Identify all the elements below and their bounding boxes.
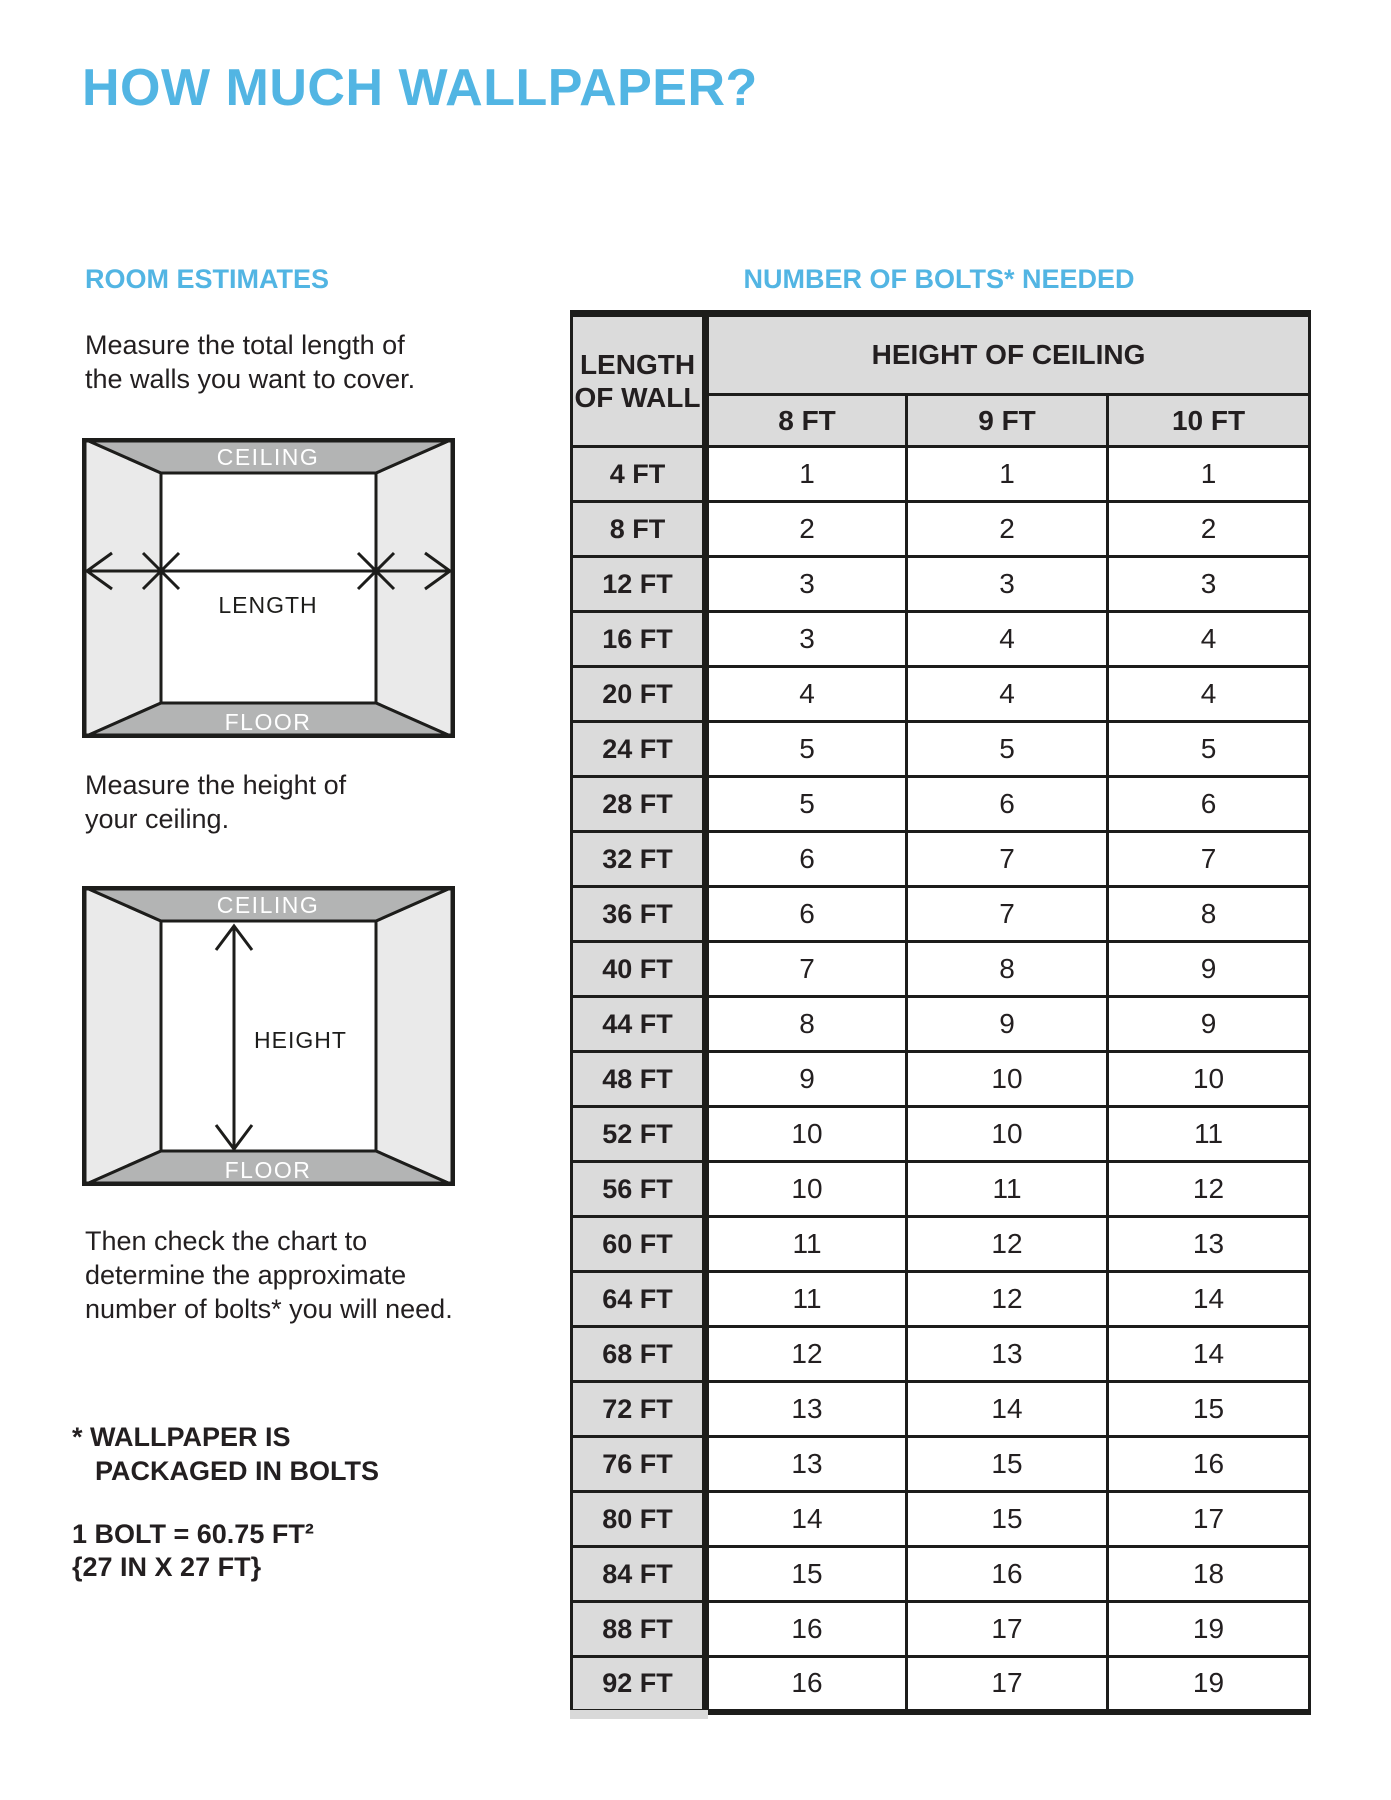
bolt-count-cell: 2	[1108, 502, 1310, 557]
row-label: 24 FT	[572, 722, 706, 777]
bolt-count-cell: 6	[706, 887, 907, 942]
row-label: 8 FT	[572, 502, 706, 557]
bolt-count-cell: 12	[907, 1272, 1108, 1327]
bolt-spec-line: 1 BOLT = 60.75 FT²	[72, 1519, 314, 1549]
bolt-count-cell: 10	[907, 1052, 1108, 1107]
wallpaper-bolts-footnote	[72, 1420, 379, 1488]
bolt-count-cell: 16	[907, 1547, 1108, 1602]
row-label: 32 FT	[572, 832, 706, 887]
bolt-count-cell: 2	[706, 502, 907, 557]
bolts-table	[570, 310, 1311, 1715]
bolt-count-cell: 5	[907, 722, 1108, 777]
bolt-count-cell: 2	[907, 502, 1108, 557]
bolt-count-cell: 10	[1108, 1052, 1310, 1107]
bolt-size-spec	[72, 1518, 314, 1584]
instruction-line: number of bolts* you will need.	[85, 1294, 453, 1324]
column-header-9ft: 9 FT	[907, 395, 1108, 447]
bolt-count-cell: 16	[1108, 1437, 1310, 1492]
check-chart-instruction	[85, 1224, 453, 1326]
bolt-count-cell: 7	[1108, 832, 1310, 887]
bolt-count-cell: 7	[907, 832, 1108, 887]
row-label: 4 FT	[572, 447, 706, 502]
instruction-line: your ceiling.	[85, 804, 230, 834]
bolt-count-cell: 13	[1108, 1217, 1310, 1272]
table-row	[572, 887, 1310, 942]
length-header-line: OF WALL	[574, 382, 701, 413]
measure-height-instruction	[85, 768, 346, 836]
room-estimates-heading: ROOM ESTIMATES	[85, 264, 330, 294]
footnote-line: * WALLPAPER IS	[72, 1422, 291, 1452]
room-length-diagram	[82, 438, 455, 738]
row-label: 92 FT	[572, 1657, 706, 1712]
row-label: 40 FT	[572, 942, 706, 997]
bolt-count-cell: 4	[907, 612, 1108, 667]
back-wall-shape	[161, 473, 376, 703]
row-label: 56 FT	[572, 1162, 706, 1217]
bolt-count-cell: 3	[907, 557, 1108, 612]
bolt-count-cell: 1	[1108, 447, 1310, 502]
bolt-count-cell: 5	[706, 722, 907, 777]
bolt-count-cell: 17	[907, 1657, 1108, 1712]
bolt-count-cell: 6	[706, 832, 907, 887]
bolt-count-cell: 10	[907, 1107, 1108, 1162]
table-row	[572, 1272, 1310, 1327]
length-header-line: LENGTH	[579, 349, 696, 380]
bolt-count-cell: 19	[1108, 1657, 1310, 1712]
bolt-count-cell: 10	[706, 1162, 907, 1217]
bolt-count-cell: 14	[1108, 1327, 1310, 1382]
bolt-count-cell: 4	[706, 667, 907, 722]
bolt-count-cell: 9	[907, 997, 1108, 1052]
bolt-count-cell: 17	[1108, 1492, 1310, 1547]
row-label: 12 FT	[572, 557, 706, 612]
table-row	[572, 1437, 1310, 1492]
bolt-count-cell: 12	[1108, 1162, 1310, 1217]
bolt-count-cell: 18	[1108, 1547, 1310, 1602]
bolt-count-cell: 13	[907, 1327, 1108, 1382]
table-row	[572, 447, 1310, 502]
table-row	[572, 722, 1310, 777]
bolt-count-cell: 8	[1108, 887, 1310, 942]
bolt-count-cell: 15	[706, 1547, 907, 1602]
table-row	[572, 832, 1310, 887]
row-label: 20 FT	[572, 667, 706, 722]
row-label: 84 FT	[572, 1547, 706, 1602]
table-row	[572, 1052, 1310, 1107]
ceiling-label: CEILING	[216, 444, 320, 470]
floor-label: FLOOR	[224, 709, 312, 735]
instruction-line: the walls you want to cover.	[85, 364, 416, 394]
bolt-count-cell: 13	[706, 1437, 907, 1492]
table-row	[572, 997, 1310, 1052]
bolt-count-cell: 10	[706, 1107, 907, 1162]
table-row	[572, 1657, 1310, 1712]
bolt-count-cell: 6	[907, 777, 1108, 832]
length-label: LENGTH	[218, 592, 318, 618]
table-header-row	[572, 314, 1310, 395]
bolt-count-cell: 6	[1108, 777, 1310, 832]
column-header-10ft: 10 FT	[1108, 395, 1310, 447]
bolt-count-cell: 12	[907, 1217, 1108, 1272]
table-row	[572, 1162, 1310, 1217]
bolt-count-cell: 19	[1108, 1602, 1310, 1657]
bolt-count-cell: 8	[907, 942, 1108, 997]
instruction-line: Then check the chart to	[85, 1226, 368, 1256]
row-label: 68 FT	[572, 1327, 706, 1382]
table-row	[572, 1547, 1310, 1602]
row-label: 52 FT	[572, 1107, 706, 1162]
table-row	[572, 1382, 1310, 1437]
row-label: 16 FT	[572, 612, 706, 667]
page-title: HOW MUCH WALLPAPER?	[82, 59, 758, 117]
table-bottom-strip	[570, 1710, 708, 1719]
length-of-wall-header	[572, 314, 706, 447]
table-row	[572, 612, 1310, 667]
table-row	[572, 777, 1310, 832]
bolt-count-cell: 9	[1108, 942, 1310, 997]
table-row	[572, 502, 1310, 557]
instruction-line: Measure the height of	[85, 770, 347, 800]
left-wall-shape	[82, 438, 161, 738]
bolt-count-cell: 5	[1108, 722, 1310, 777]
table-row	[572, 667, 1310, 722]
bolt-count-cell: 17	[907, 1602, 1108, 1657]
bolt-count-cell: 7	[907, 887, 1108, 942]
bolt-count-cell: 11	[706, 1217, 907, 1272]
bolt-count-cell: 11	[706, 1272, 907, 1327]
row-label: 64 FT	[572, 1272, 706, 1327]
table-row	[572, 1327, 1310, 1382]
height-label: HEIGHT	[254, 1027, 347, 1053]
bolt-count-cell: 4	[907, 667, 1108, 722]
right-wall-shape	[376, 886, 455, 1186]
table-row	[572, 942, 1310, 997]
row-label: 76 FT	[572, 1437, 706, 1492]
table-row	[572, 1217, 1310, 1272]
bolt-count-cell: 4	[1108, 612, 1310, 667]
row-label: 88 FT	[572, 1602, 706, 1657]
row-label: 72 FT	[572, 1382, 706, 1437]
bolt-count-cell: 14	[907, 1382, 1108, 1437]
bolt-count-cell: 15	[907, 1492, 1108, 1547]
bolt-count-cell: 11	[907, 1162, 1108, 1217]
bolt-count-cell: 4	[1108, 667, 1310, 722]
floor-label: FLOOR	[224, 1157, 312, 1183]
ceiling-label: CEILING	[216, 892, 320, 918]
bolt-count-cell: 1	[907, 447, 1108, 502]
bolt-count-cell: 9	[706, 1052, 907, 1107]
bolt-count-cell: 16	[706, 1602, 907, 1657]
left-wall-shape	[82, 886, 161, 1186]
bolt-count-cell: 8	[706, 997, 907, 1052]
bolts-table-heading: NUMBER OF BOLTS* NEEDED	[743, 264, 1135, 294]
row-label: 44 FT	[572, 997, 706, 1052]
measure-length-instruction	[85, 328, 415, 396]
room-height-diagram	[82, 886, 455, 1186]
column-header-8ft: 8 FT	[706, 395, 907, 447]
bolt-count-cell: 3	[1108, 557, 1310, 612]
table-row	[572, 557, 1310, 612]
row-label: 80 FT	[572, 1492, 706, 1547]
row-label: 60 FT	[572, 1217, 706, 1272]
instruction-line: determine the approximate	[85, 1260, 407, 1290]
bolt-count-cell: 15	[907, 1437, 1108, 1492]
bolt-count-cell: 13	[706, 1382, 907, 1437]
right-wall-shape	[376, 438, 455, 738]
bolt-count-cell: 3	[706, 612, 907, 667]
table-row	[572, 1602, 1310, 1657]
height-of-ceiling-header: HEIGHT OF CEILING	[706, 314, 1310, 395]
bolt-count-cell: 7	[706, 942, 907, 997]
table-row	[572, 1107, 1310, 1162]
bolt-count-cell: 12	[706, 1327, 907, 1382]
table-row	[572, 1492, 1310, 1547]
bolt-count-cell: 3	[706, 557, 907, 612]
instruction-line: Measure the total length of	[85, 330, 405, 360]
bolt-count-cell: 11	[1108, 1107, 1310, 1162]
bolt-count-cell: 1	[706, 447, 907, 502]
row-label: 48 FT	[572, 1052, 706, 1107]
bolt-count-cell: 14	[706, 1492, 907, 1547]
footnote-line: PACKAGED IN BOLTS	[95, 1456, 380, 1486]
row-label: 36 FT	[572, 887, 706, 942]
bolt-count-cell: 16	[706, 1657, 907, 1712]
bolt-count-cell: 5	[706, 777, 907, 832]
bolt-spec-line: {27 IN X 27 FT}	[72, 1552, 262, 1582]
bolt-count-cell: 15	[1108, 1382, 1310, 1437]
bolt-count-cell: 9	[1108, 997, 1310, 1052]
row-label: 28 FT	[572, 777, 706, 832]
bolt-count-cell: 14	[1108, 1272, 1310, 1327]
